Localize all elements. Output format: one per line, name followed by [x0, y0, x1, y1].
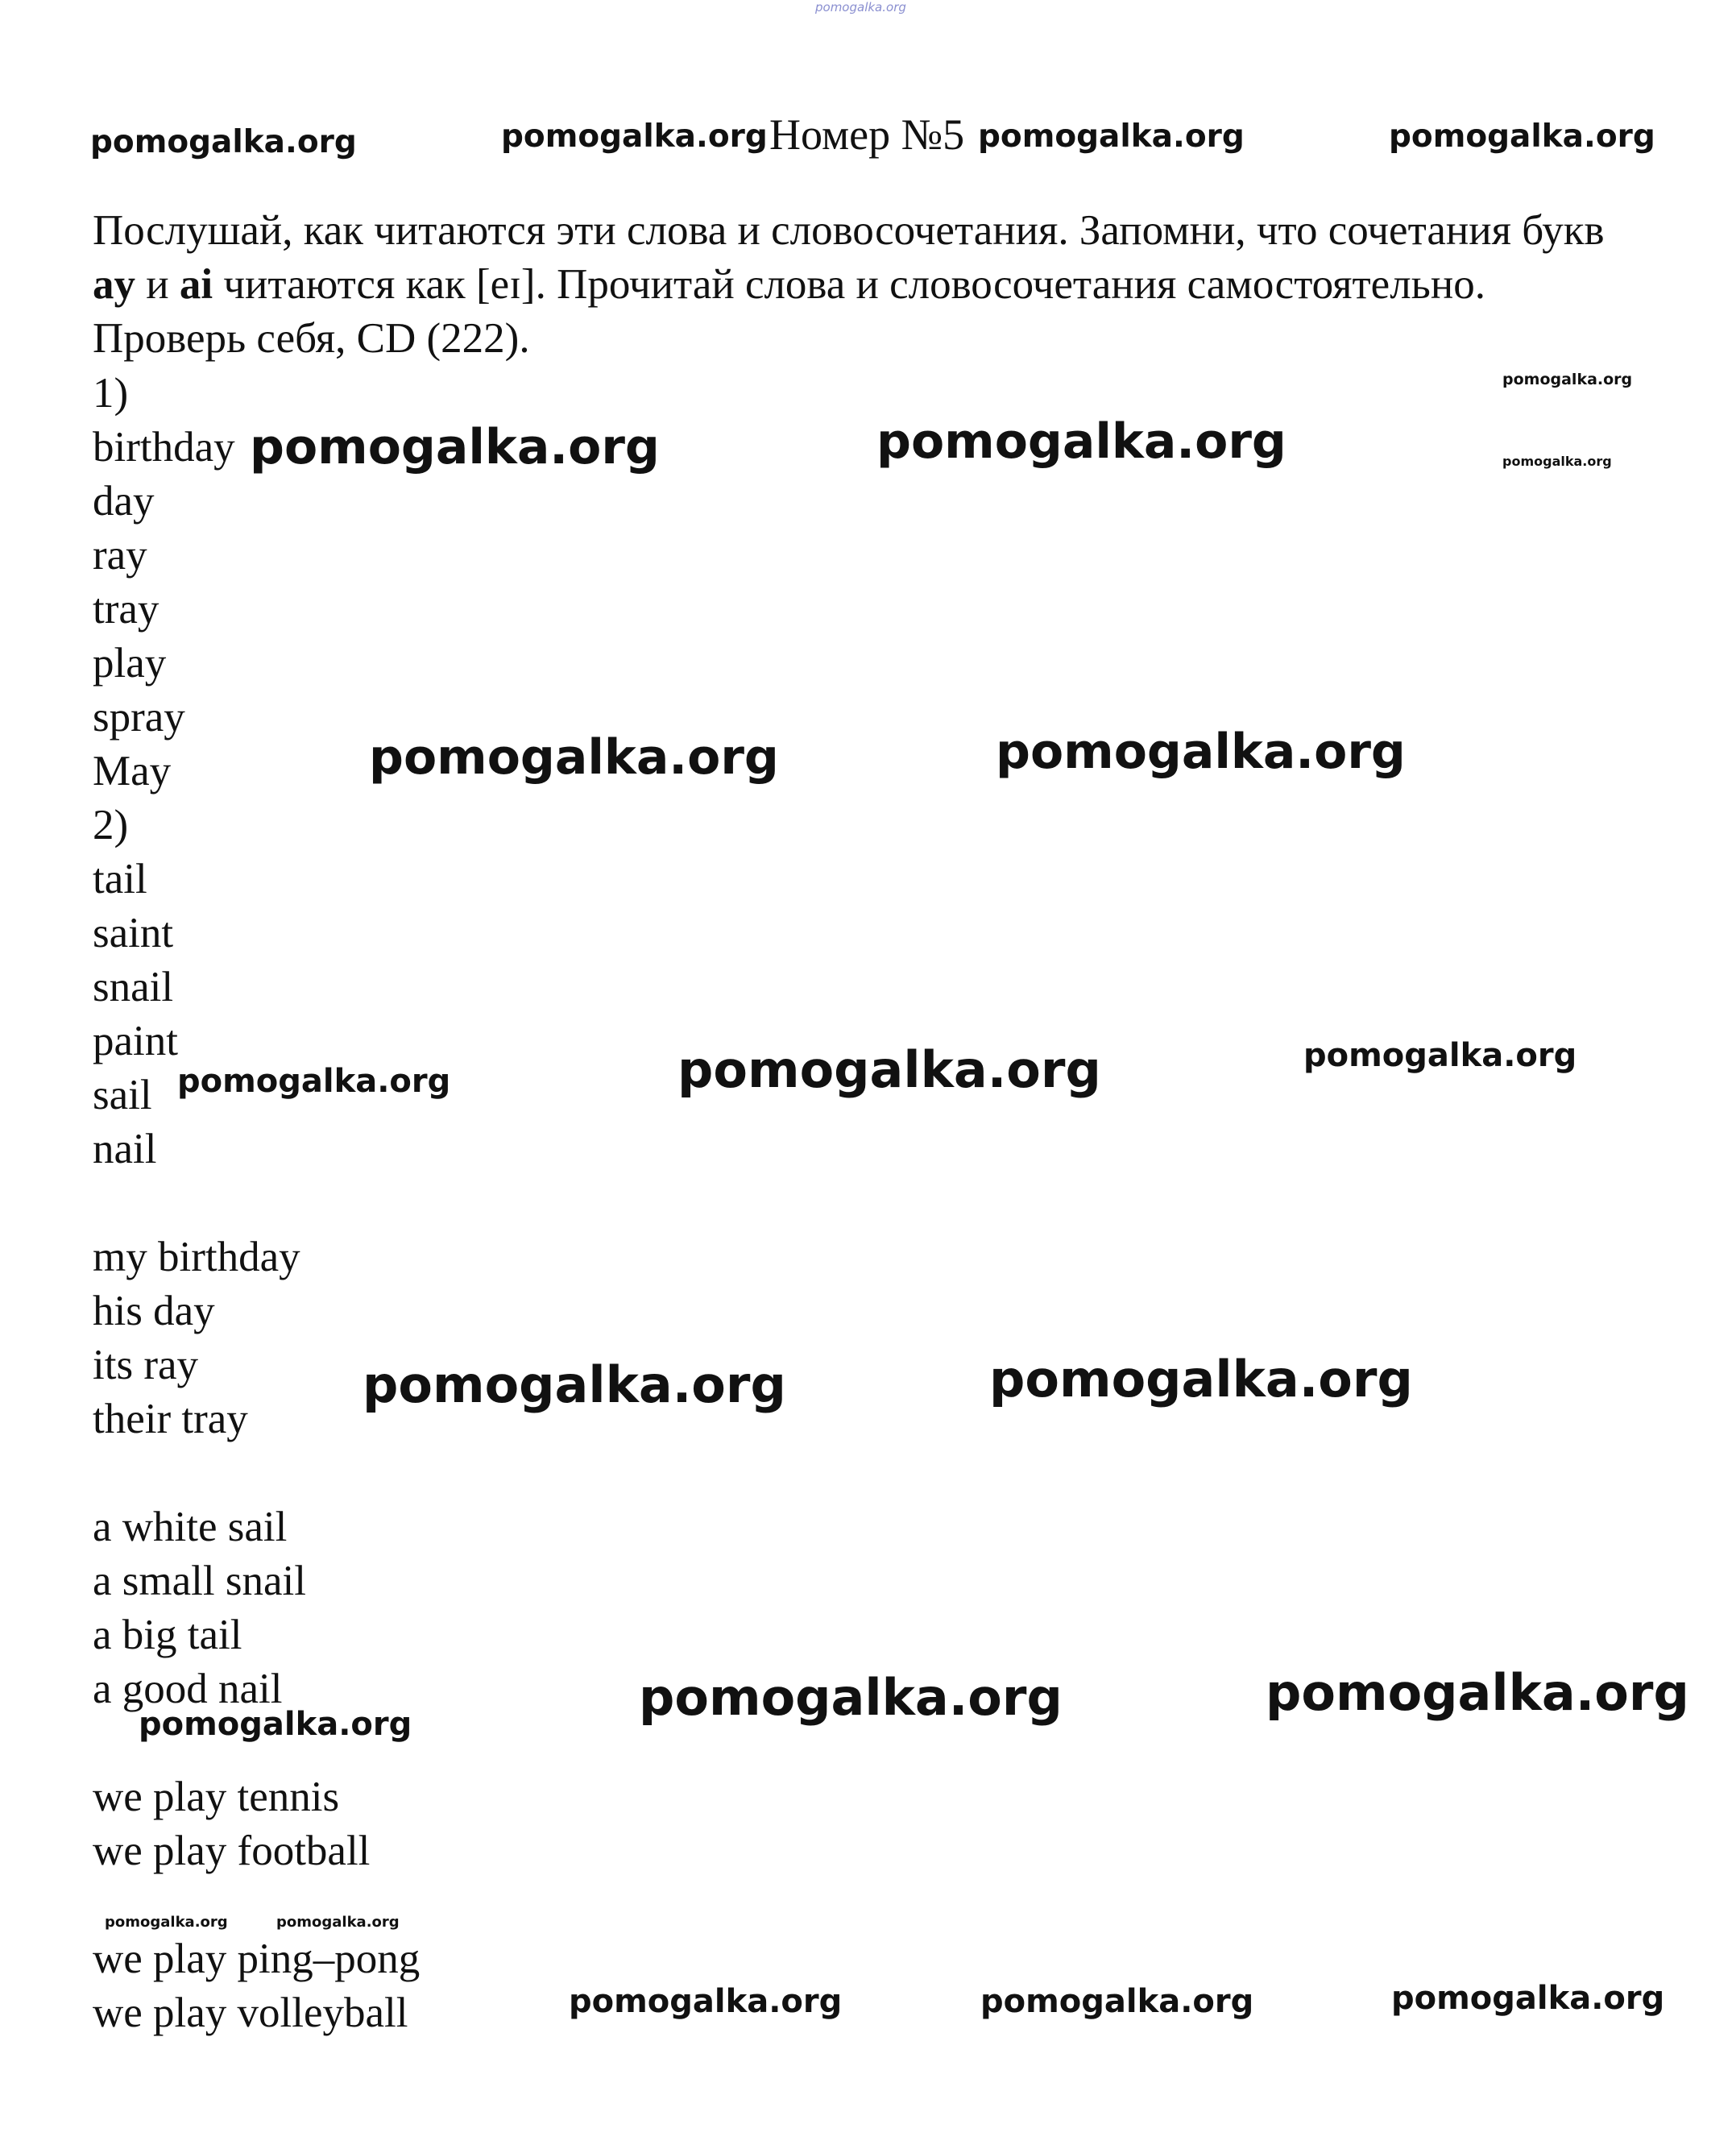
instructions-text-2: и: [135, 261, 180, 308]
list-item: saint: [93, 910, 174, 956]
watermark: pomogalka.org: [501, 118, 768, 155]
watermark: pomogalka.org: [250, 419, 660, 475]
phrase-item: a good nail: [93, 1666, 283, 1712]
phrase-item: we play football: [93, 1828, 371, 1874]
instructions-text-3: читаются как [eɪ]. Прочитай слова и словосочетания самостоятельно. Проверь себя, CD (222).: [93, 261, 1485, 362]
list-item: day: [93, 478, 155, 525]
phrase-item: we play volleyball: [93, 1989, 408, 2036]
instructions-text-1: Послушай, как читаются эти слова и словосочетания. Запомни, что сочетания букв: [93, 207, 1605, 254]
watermark: pomogalka.org: [980, 1983, 1254, 2020]
watermark: pomogalka.org: [978, 118, 1245, 155]
watermark: pomogalka.org: [1266, 1663, 1689, 1722]
list-item: spray: [93, 694, 185, 741]
watermark: pomogalka.org: [569, 1983, 843, 2020]
list-item: play: [93, 640, 167, 687]
list-item: May: [93, 748, 172, 795]
phrase-item: a small snail: [93, 1558, 306, 1604]
instructions-bold-ai: ai: [179, 261, 213, 308]
spacer: [93, 1176, 420, 1230]
phrase-item: we play ping–pong: [93, 1935, 421, 1982]
watermark: pomogalka.org: [677, 1040, 1101, 1099]
spacer: [93, 1446, 420, 1500]
watermark: pomogalka.org: [105, 1914, 228, 1931]
phrase-item: a big tail: [93, 1612, 242, 1658]
watermark: pomogalka.org: [996, 724, 1406, 780]
list-item: paint: [93, 1018, 178, 1064]
phrase-item: we play tennis: [93, 1774, 340, 1820]
section-2-label: 2): [93, 802, 129, 848]
watermark: pomogalka.org: [876, 413, 1286, 470]
top-watermark: pomogalka.org: [815, 0, 906, 15]
section-1-label: 1): [93, 370, 129, 417]
watermark: pomogalka.org: [1502, 371, 1633, 388]
watermark: pomogalka.org: [276, 1914, 400, 1931]
watermark: pomogalka.org: [90, 124, 357, 160]
watermark: pomogalka.org: [1391, 1980, 1665, 2017]
phrase-item: a white sail: [93, 1504, 288, 1550]
watermark: pomogalka.org: [1303, 1037, 1577, 1074]
list-item: nail: [93, 1126, 157, 1172]
list-item: ray: [93, 532, 147, 579]
phrase-item: his day: [93, 1288, 215, 1334]
phrase-item: their tray: [93, 1396, 248, 1442]
watermark: pomogalka.org: [139, 1706, 412, 1743]
watermark: pomogalka.org: [363, 1355, 786, 1414]
list-item: tail: [93, 856, 147, 902]
list-item: snail: [93, 964, 174, 1010]
instructions-bold-ay: ay: [93, 261, 135, 308]
watermark: pomogalka.org: [369, 729, 779, 786]
watermark: pomogalka.org: [177, 1063, 451, 1100]
list-item: tray: [93, 586, 160, 633]
phrase-item: its ray: [93, 1342, 198, 1388]
instructions-paragraph: [93, 204, 1647, 366]
watermark: pomogalka.org: [639, 1668, 1063, 1727]
list-item: birthday: [93, 424, 235, 471]
word-list: [93, 367, 420, 2040]
watermark: pomogalka.org: [989, 1350, 1413, 1409]
list-item: sail: [93, 1072, 152, 1118]
page-title: Номер №5: [769, 110, 965, 159]
watermark: pomogalka.org: [1389, 118, 1655, 155]
phrase-item: my birthday: [93, 1234, 300, 1280]
watermark: pomogalka.org: [1502, 454, 1612, 469]
